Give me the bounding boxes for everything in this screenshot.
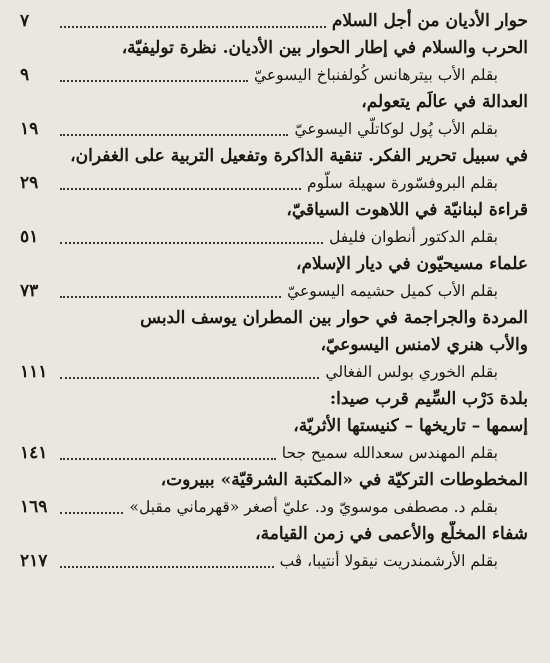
entry-author: بقلم الدكتور أنطوان فليفل xyxy=(323,224,498,251)
page-number: ١٤١ xyxy=(20,443,48,463)
dot-leader xyxy=(60,62,248,82)
leader-dots xyxy=(56,224,498,251)
entry-title: حوار الأديان من أجل السلام xyxy=(326,8,528,35)
leader-dots xyxy=(56,278,498,305)
leader-dots xyxy=(56,548,498,575)
entry-title[interactable]: قراءة لبنانيّة في اللاهوت السياقيّ، xyxy=(286,200,528,220)
entry-title[interactable]: المردة والجراجمة في حوار بين المطران يوسف الدبس xyxy=(140,308,528,328)
dot-leader xyxy=(60,8,326,28)
entry-title[interactable]: إسمها – تاريخها – كنيستها الأثريّة، xyxy=(293,416,528,436)
toc-entry-line[interactable] xyxy=(16,170,528,197)
dot-leader xyxy=(60,278,281,298)
dot-leader xyxy=(60,440,276,460)
entry-title[interactable]: في سبيل تحرير الفكر. تنقية الذاكرة وتفعيل التربية على الغفران، xyxy=(70,146,528,166)
toc-entry-line[interactable] xyxy=(16,440,528,467)
entry-title[interactable]: بلدة دَرْب السِّيم قرب صيدا: xyxy=(329,389,528,409)
entry-author: بقلم الأب بيترهانس كُولفنباخ اليسوعيّ xyxy=(248,62,498,89)
entry-title[interactable]: المخطوطات التركيّة في «المكتبة الشرقيّة» ببيروت، xyxy=(160,470,528,490)
page-number: ١٩ xyxy=(20,119,39,139)
dot-leader xyxy=(60,224,323,244)
page-number: ١١١ xyxy=(20,362,48,382)
toc-entry-line[interactable] xyxy=(16,548,528,575)
leader-dots xyxy=(56,494,498,521)
toc-entry-line[interactable] xyxy=(16,62,528,89)
entry-title[interactable]: الحرب والسلام في إطار الحوار بين الأديان. نظرة توليفيّة، xyxy=(121,38,528,58)
page-number: ٢١٧ xyxy=(20,551,48,571)
entry-author: بقلم الخوري بولس الفغالي xyxy=(319,359,498,386)
entry-title[interactable]: العدالة في عالَم يتعولم، xyxy=(361,92,528,112)
toc-entry-line[interactable] xyxy=(16,116,528,143)
leader-dots xyxy=(56,8,528,35)
entry-title[interactable]: علماء مسيحيّون في ديار الإسلام، xyxy=(295,254,528,274)
dot-leader xyxy=(60,359,319,379)
toc-entry-line[interactable] xyxy=(16,494,528,521)
page-number: ٧ xyxy=(20,11,30,31)
page-number: ٩ xyxy=(20,65,30,85)
dot-leader xyxy=(60,548,274,568)
page-number: ٧٣ xyxy=(20,281,39,301)
toc-entry-line[interactable] xyxy=(16,8,528,35)
toc-entry-line[interactable] xyxy=(16,224,528,251)
entry-author: بقلم الأب كميل حشيمه اليسوعيّ xyxy=(281,278,498,305)
leader-dots xyxy=(56,170,498,197)
dot-leader xyxy=(60,170,301,190)
toc-entry-line[interactable] xyxy=(16,278,528,305)
leader-dots xyxy=(56,440,498,467)
page-number: ٥١ xyxy=(20,227,39,247)
dot-leader xyxy=(60,494,123,514)
page-number: ٢٩ xyxy=(20,173,39,193)
entry-title[interactable]: شفاء المخلَّع والأعمى في زمن القيامة، xyxy=(255,524,528,544)
leader-dots xyxy=(56,62,498,89)
entry-author: بقلم الأرشمندريت نيقولا أنتيبا، ڤب xyxy=(274,548,498,575)
leader-dots xyxy=(56,116,498,143)
entry-author: بقلم الأب پُول لوكاتلّي اليسوعيّ xyxy=(288,116,498,143)
leader-dots xyxy=(56,359,498,386)
toc-entry-line[interactable] xyxy=(16,359,528,386)
page-number: ١٦٩ xyxy=(20,497,48,517)
entry-author: بقلم البروفسّورة سهيلة سلّوم xyxy=(301,170,498,197)
entry-title[interactable]: والأب هنري لامنس اليسوعيّ، xyxy=(320,335,528,355)
dot-leader xyxy=(60,116,288,136)
entry-author: بقلم د. مصطفى موسويّ ود. عليّ أصغر «قهرماني مقبل» xyxy=(123,494,498,521)
entry-author: بقلم المهندس سعدالله سميح جحا xyxy=(276,440,498,467)
